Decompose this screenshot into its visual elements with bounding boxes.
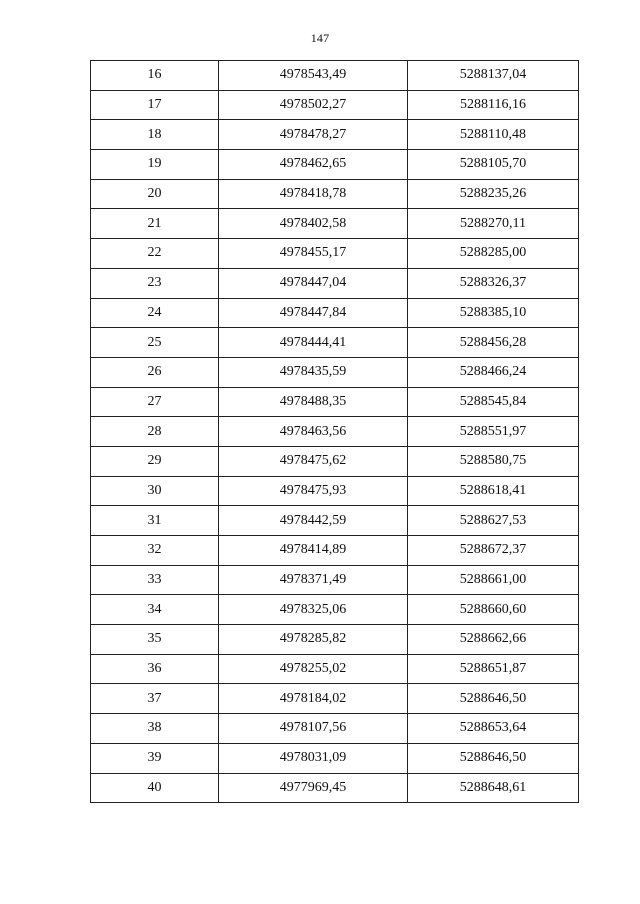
x-coordinate-cell: 4978444,41 [219, 328, 408, 358]
y-coordinate-cell: 5288110,48 [408, 120, 579, 150]
y-coordinate-cell: 5288270,11 [408, 209, 579, 239]
point-number-cell: 33 [91, 565, 219, 595]
y-coordinate-cell: 5288466,24 [408, 357, 579, 387]
y-coordinate-cell: 5288580,75 [408, 446, 579, 476]
x-coordinate-cell: 4978414,89 [219, 536, 408, 566]
y-coordinate-cell: 5288653,64 [408, 714, 579, 744]
y-coordinate-cell: 5288456,28 [408, 328, 579, 358]
x-coordinate-cell: 4978418,78 [219, 179, 408, 209]
x-coordinate-cell: 4978447,04 [219, 268, 408, 298]
x-coordinate-cell: 4978488,35 [219, 387, 408, 417]
point-number-cell: 31 [91, 506, 219, 536]
point-number-cell: 30 [91, 476, 219, 506]
table-row [91, 357, 579, 387]
point-number-cell: 16 [91, 61, 219, 91]
table-row [91, 595, 579, 625]
coordinates-table [90, 60, 579, 803]
point-number-cell: 19 [91, 150, 219, 180]
y-coordinate-cell: 5288662,66 [408, 625, 579, 655]
table-row [91, 506, 579, 536]
point-number-cell: 25 [91, 328, 219, 358]
table-row [91, 446, 579, 476]
x-coordinate-cell: 4978435,59 [219, 357, 408, 387]
y-coordinate-cell: 5288672,37 [408, 536, 579, 566]
x-coordinate-cell: 4978463,56 [219, 417, 408, 447]
x-coordinate-cell: 4978475,62 [219, 446, 408, 476]
point-number-cell: 40 [91, 773, 219, 803]
coordinates-table-body [91, 61, 579, 803]
x-coordinate-cell: 4978184,02 [219, 684, 408, 714]
point-number-cell: 20 [91, 179, 219, 209]
x-coordinate-cell: 4978285,82 [219, 625, 408, 655]
point-number-cell: 23 [91, 268, 219, 298]
x-coordinate-cell: 4977969,45 [219, 773, 408, 803]
y-coordinate-cell: 5288116,16 [408, 90, 579, 120]
page-number: 147 [310, 31, 330, 45]
y-coordinate-cell: 5288646,50 [408, 684, 579, 714]
y-coordinate-cell: 5288651,87 [408, 654, 579, 684]
y-coordinate-cell: 5288661,00 [408, 565, 579, 595]
x-coordinate-cell: 4978107,56 [219, 714, 408, 744]
point-number-cell: 28 [91, 417, 219, 447]
y-coordinate-cell: 5288285,00 [408, 239, 579, 269]
table-row [91, 417, 579, 447]
table-row [91, 239, 579, 269]
table-row [91, 209, 579, 239]
y-coordinate-cell: 5288137,04 [408, 61, 579, 91]
x-coordinate-cell: 4978442,59 [219, 506, 408, 536]
y-coordinate-cell: 5288105,70 [408, 150, 579, 180]
x-coordinate-cell: 4978325,06 [219, 595, 408, 625]
table-row [91, 654, 579, 684]
table-row [91, 61, 579, 91]
table-row [91, 120, 579, 150]
y-coordinate-cell: 5288646,50 [408, 743, 579, 773]
table-row [91, 625, 579, 655]
table-row [91, 179, 579, 209]
table-row [91, 298, 579, 328]
table-row [91, 565, 579, 595]
point-number-cell: 29 [91, 446, 219, 476]
y-coordinate-cell: 5288660,60 [408, 595, 579, 625]
y-coordinate-cell: 5288551,97 [408, 417, 579, 447]
x-coordinate-cell: 4978402,58 [219, 209, 408, 239]
x-coordinate-cell: 4978478,27 [219, 120, 408, 150]
y-coordinate-cell: 5288235,26 [408, 179, 579, 209]
y-coordinate-cell: 5288648,61 [408, 773, 579, 803]
x-coordinate-cell: 4978543,49 [219, 61, 408, 91]
table-row [91, 773, 579, 803]
x-coordinate-cell: 4978475,93 [219, 476, 408, 506]
point-number-cell: 37 [91, 684, 219, 714]
table-row [91, 476, 579, 506]
x-coordinate-cell: 4978455,17 [219, 239, 408, 269]
table-row [91, 714, 579, 744]
x-coordinate-cell: 4978371,49 [219, 565, 408, 595]
y-coordinate-cell: 5288618,41 [408, 476, 579, 506]
y-coordinate-cell: 5288627,53 [408, 506, 579, 536]
point-number-cell: 39 [91, 743, 219, 773]
point-number-cell: 34 [91, 595, 219, 625]
table-row [91, 684, 579, 714]
table-row [91, 268, 579, 298]
table-row [91, 328, 579, 358]
point-number-cell: 24 [91, 298, 219, 328]
table-row [91, 90, 579, 120]
x-coordinate-cell: 4978031,09 [219, 743, 408, 773]
point-number-cell: 17 [91, 90, 219, 120]
point-number-cell: 32 [91, 536, 219, 566]
y-coordinate-cell: 5288326,37 [408, 268, 579, 298]
y-coordinate-cell: 5288385,10 [408, 298, 579, 328]
point-number-cell: 36 [91, 654, 219, 684]
point-number-cell: 27 [91, 387, 219, 417]
x-coordinate-cell: 4978502,27 [219, 90, 408, 120]
point-number-cell: 22 [91, 239, 219, 269]
point-number-cell: 26 [91, 357, 219, 387]
point-number-cell: 35 [91, 625, 219, 655]
x-coordinate-cell: 4978255,02 [219, 654, 408, 684]
x-coordinate-cell: 4978462,65 [219, 150, 408, 180]
x-coordinate-cell: 4978447,84 [219, 298, 408, 328]
table-row [91, 150, 579, 180]
point-number-cell: 38 [91, 714, 219, 744]
point-number-cell: 18 [91, 120, 219, 150]
point-number-cell: 21 [91, 209, 219, 239]
table-row [91, 387, 579, 417]
table-row [91, 743, 579, 773]
table-row [91, 536, 579, 566]
y-coordinate-cell: 5288545,84 [408, 387, 579, 417]
